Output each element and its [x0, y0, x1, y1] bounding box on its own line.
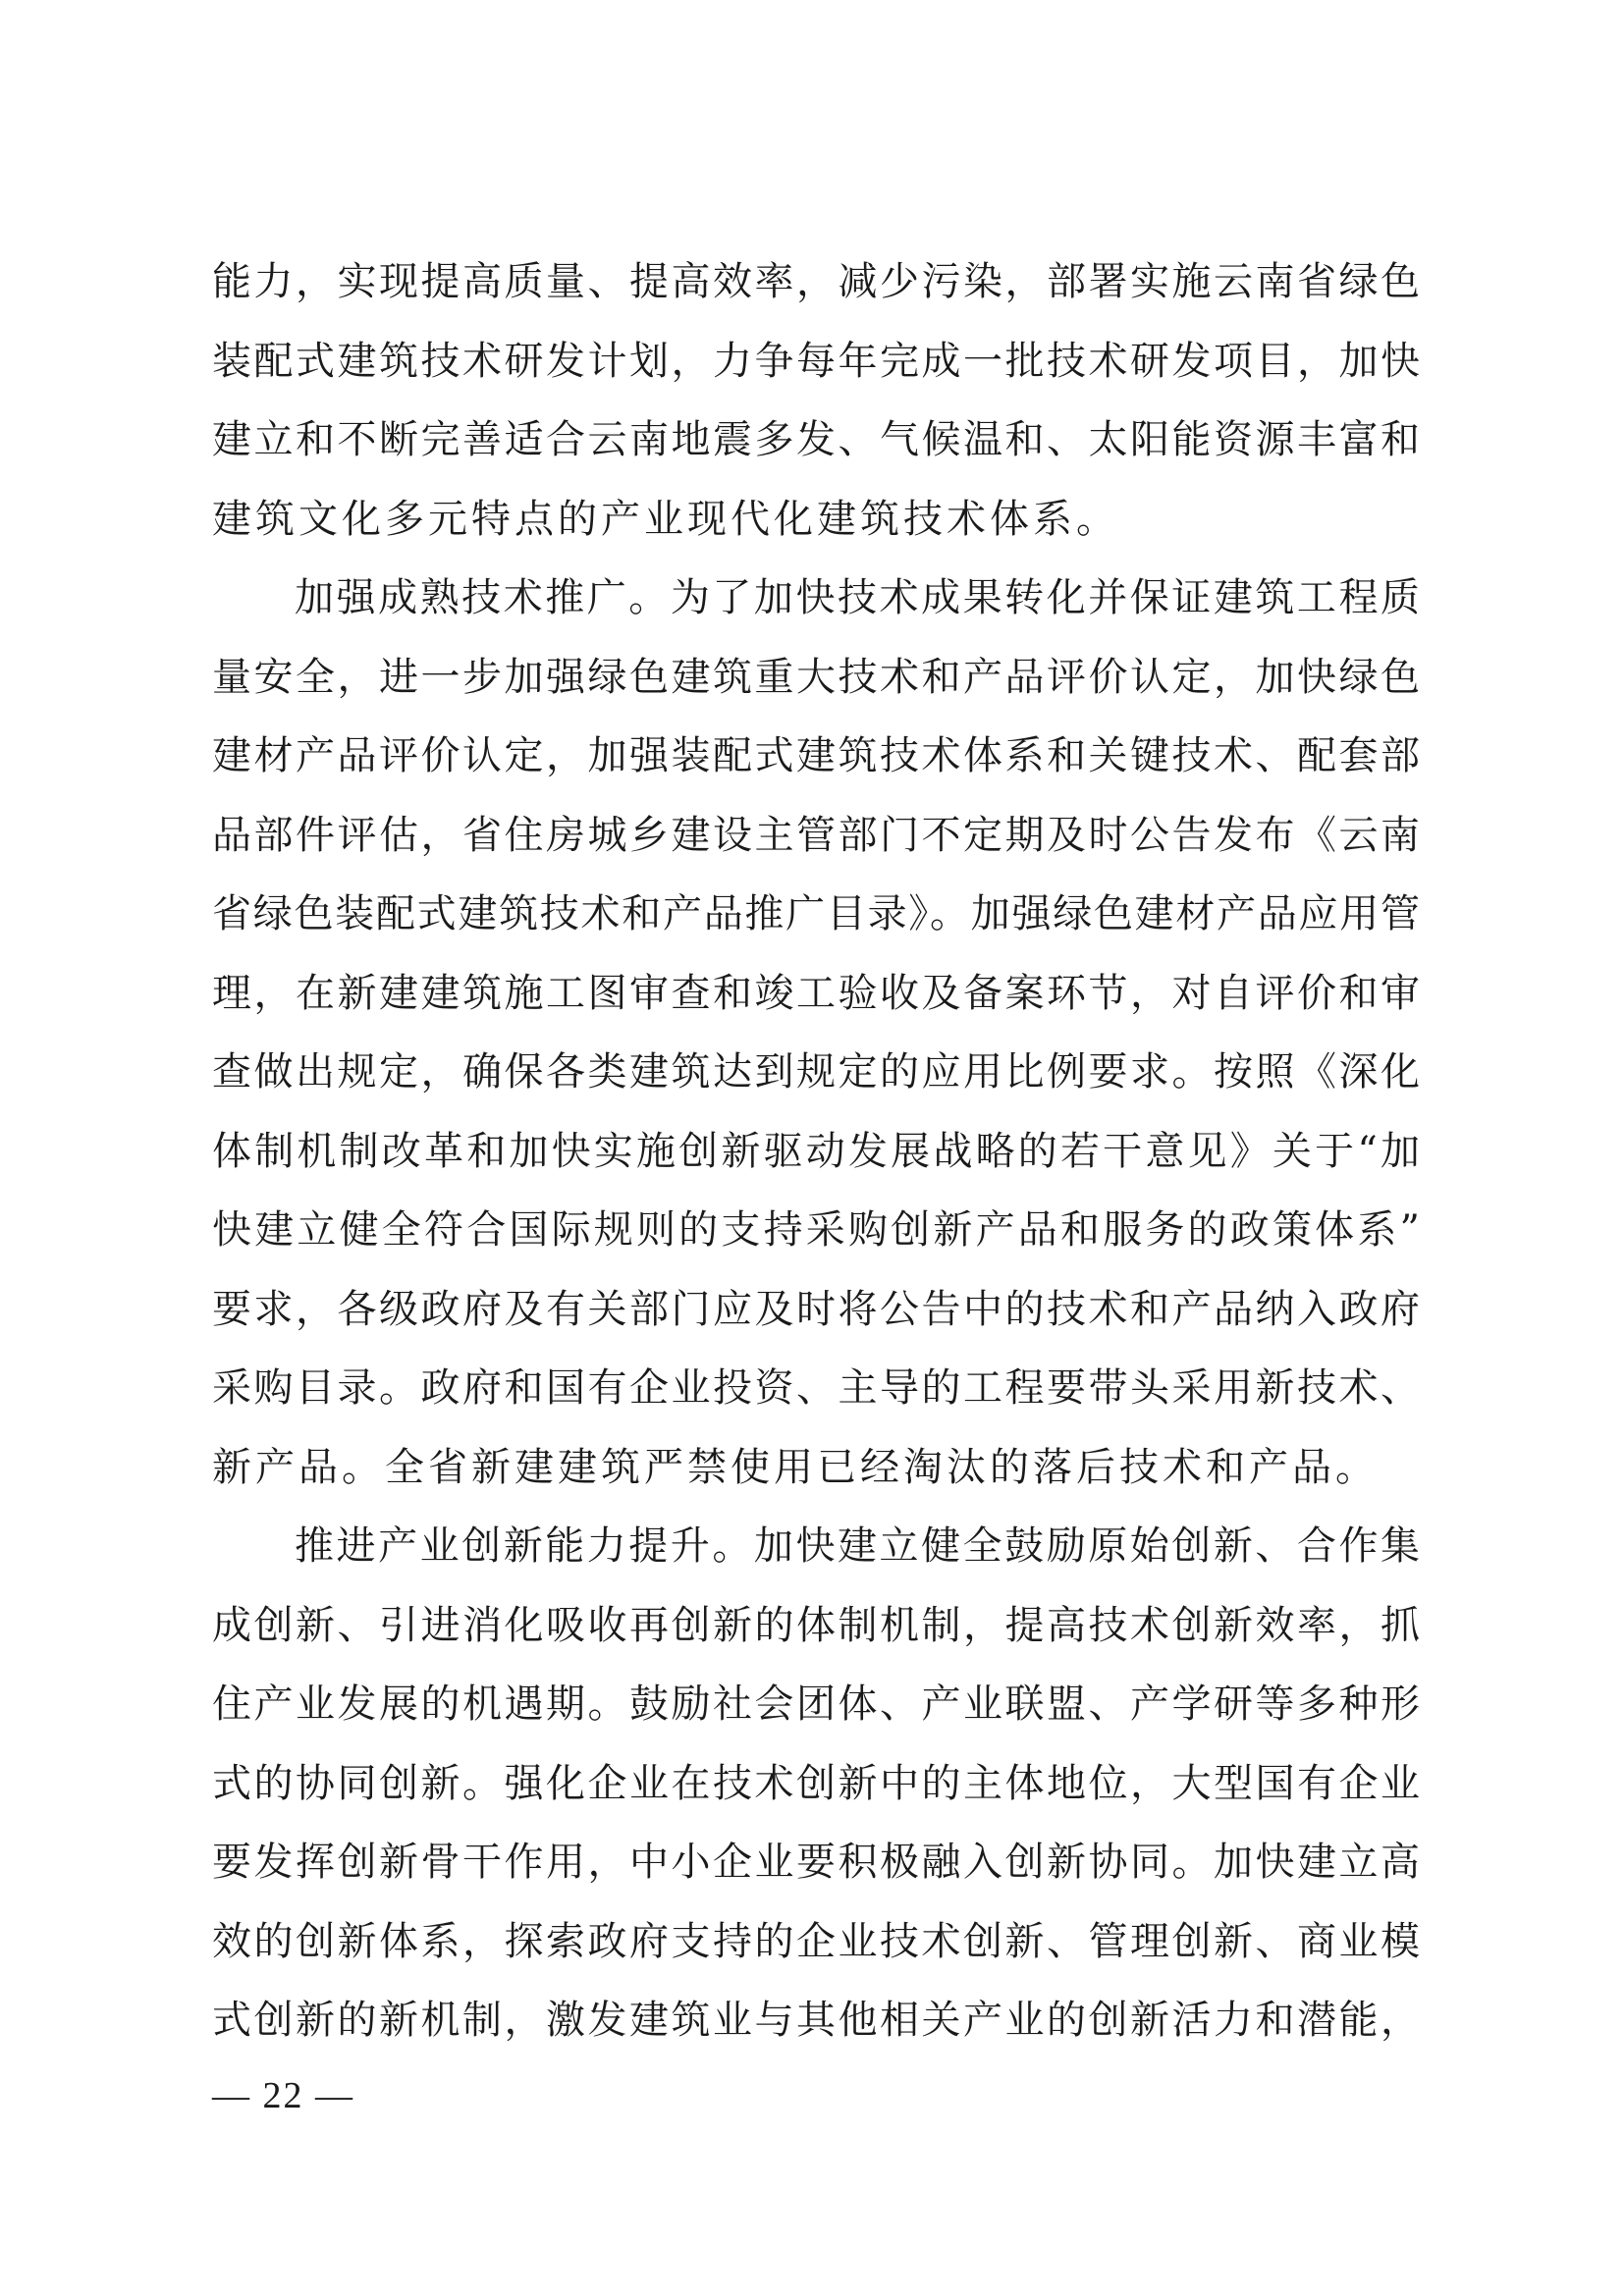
text-line: 要发挥创新骨干作用，中小企业要积极融入创新协同。加快建立高	[212, 1840, 1420, 1885]
paragraph-first-line: 推进产业创新能力提升。加快建立健全鼓励原始创新、合作集	[295, 1523, 1420, 1569]
text-line: 品部件评估，省住房城乡建设主管部门不定期及时公告发布《云南	[212, 812, 1420, 858]
text-line: 要求，各级政府及有关部门应及时将公告中的技术和产品纳入政府	[212, 1286, 1420, 1332]
text-line: 建立和不断完善适合云南地震多发、气候温和、太阳能资源丰富和	[212, 417, 1420, 462]
text-line: 成创新、引进消化吸收再创新的体制机制，提高技术创新效率，抓	[212, 1602, 1420, 1648]
text-line: 采购目录。政府和国有企业投资、主导的工程要带头采用新技术、	[212, 1365, 1420, 1411]
text-line: 理，在新建建筑施工图审查和竣工验收及备案环节，对自评价和审	[212, 970, 1420, 1016]
text-line: 新产品。全省新建建筑严禁使用已经淘汰的落后技术和产品。	[212, 1444, 1379, 1490]
paragraph-first-line: 加强成熟技术推广。为了加快技术成果转化并保证建筑工程质	[295, 575, 1420, 620]
text-line: 建筑文化多元特点的产业现代化建筑技术体系。	[212, 496, 1119, 542]
text-line: 量安全，进一步加强绿色建筑重大技术和产品评价认定，加快绿色	[212, 654, 1420, 700]
text-line: 建材产品评价认定，加强装配式建筑技术体系和关键技术、配套部	[212, 733, 1420, 778]
text-line: 住产业发展的机遇期。鼓励社会团体、产业联盟、产学研等多种形	[212, 1682, 1420, 1727]
text-line: 快建立健全符合国际规则的支持采购创新产品和服务的政策体系”	[212, 1207, 1420, 1253]
page-number: — 22 —	[212, 2075, 354, 2116]
text-line: 装配式建筑技术研发计划，力争每年完成一批技术研发项目，加快	[212, 338, 1420, 384]
text-line: 体制机制改革和加快实施创新驱动发展战略的若干意见》关于“加	[212, 1128, 1420, 1174]
text-line: 式的协同创新。强化企业在技术创新中的主体地位，大型国有企业	[212, 1760, 1420, 1806]
text-line: 式创新的新机制，激发建筑业与其他相关产业的创新活力和潜能，	[212, 1998, 1420, 2043]
text-line: 效的创新体系，探索政府支持的企业技术创新、管理创新、商业模	[212, 1918, 1420, 1964]
text-line: 查做出规定，确保各类建筑达到规定的应用比例要求。按照《深化	[212, 1049, 1420, 1095]
text-line: 能力，实现提高质量、提高效率，减少污染，部署实施云南省绿色	[212, 259, 1420, 304]
text-line: 省绿色装配式建筑技术和产品推广目录》。加强绿色建材产品应用管	[212, 891, 1420, 936]
